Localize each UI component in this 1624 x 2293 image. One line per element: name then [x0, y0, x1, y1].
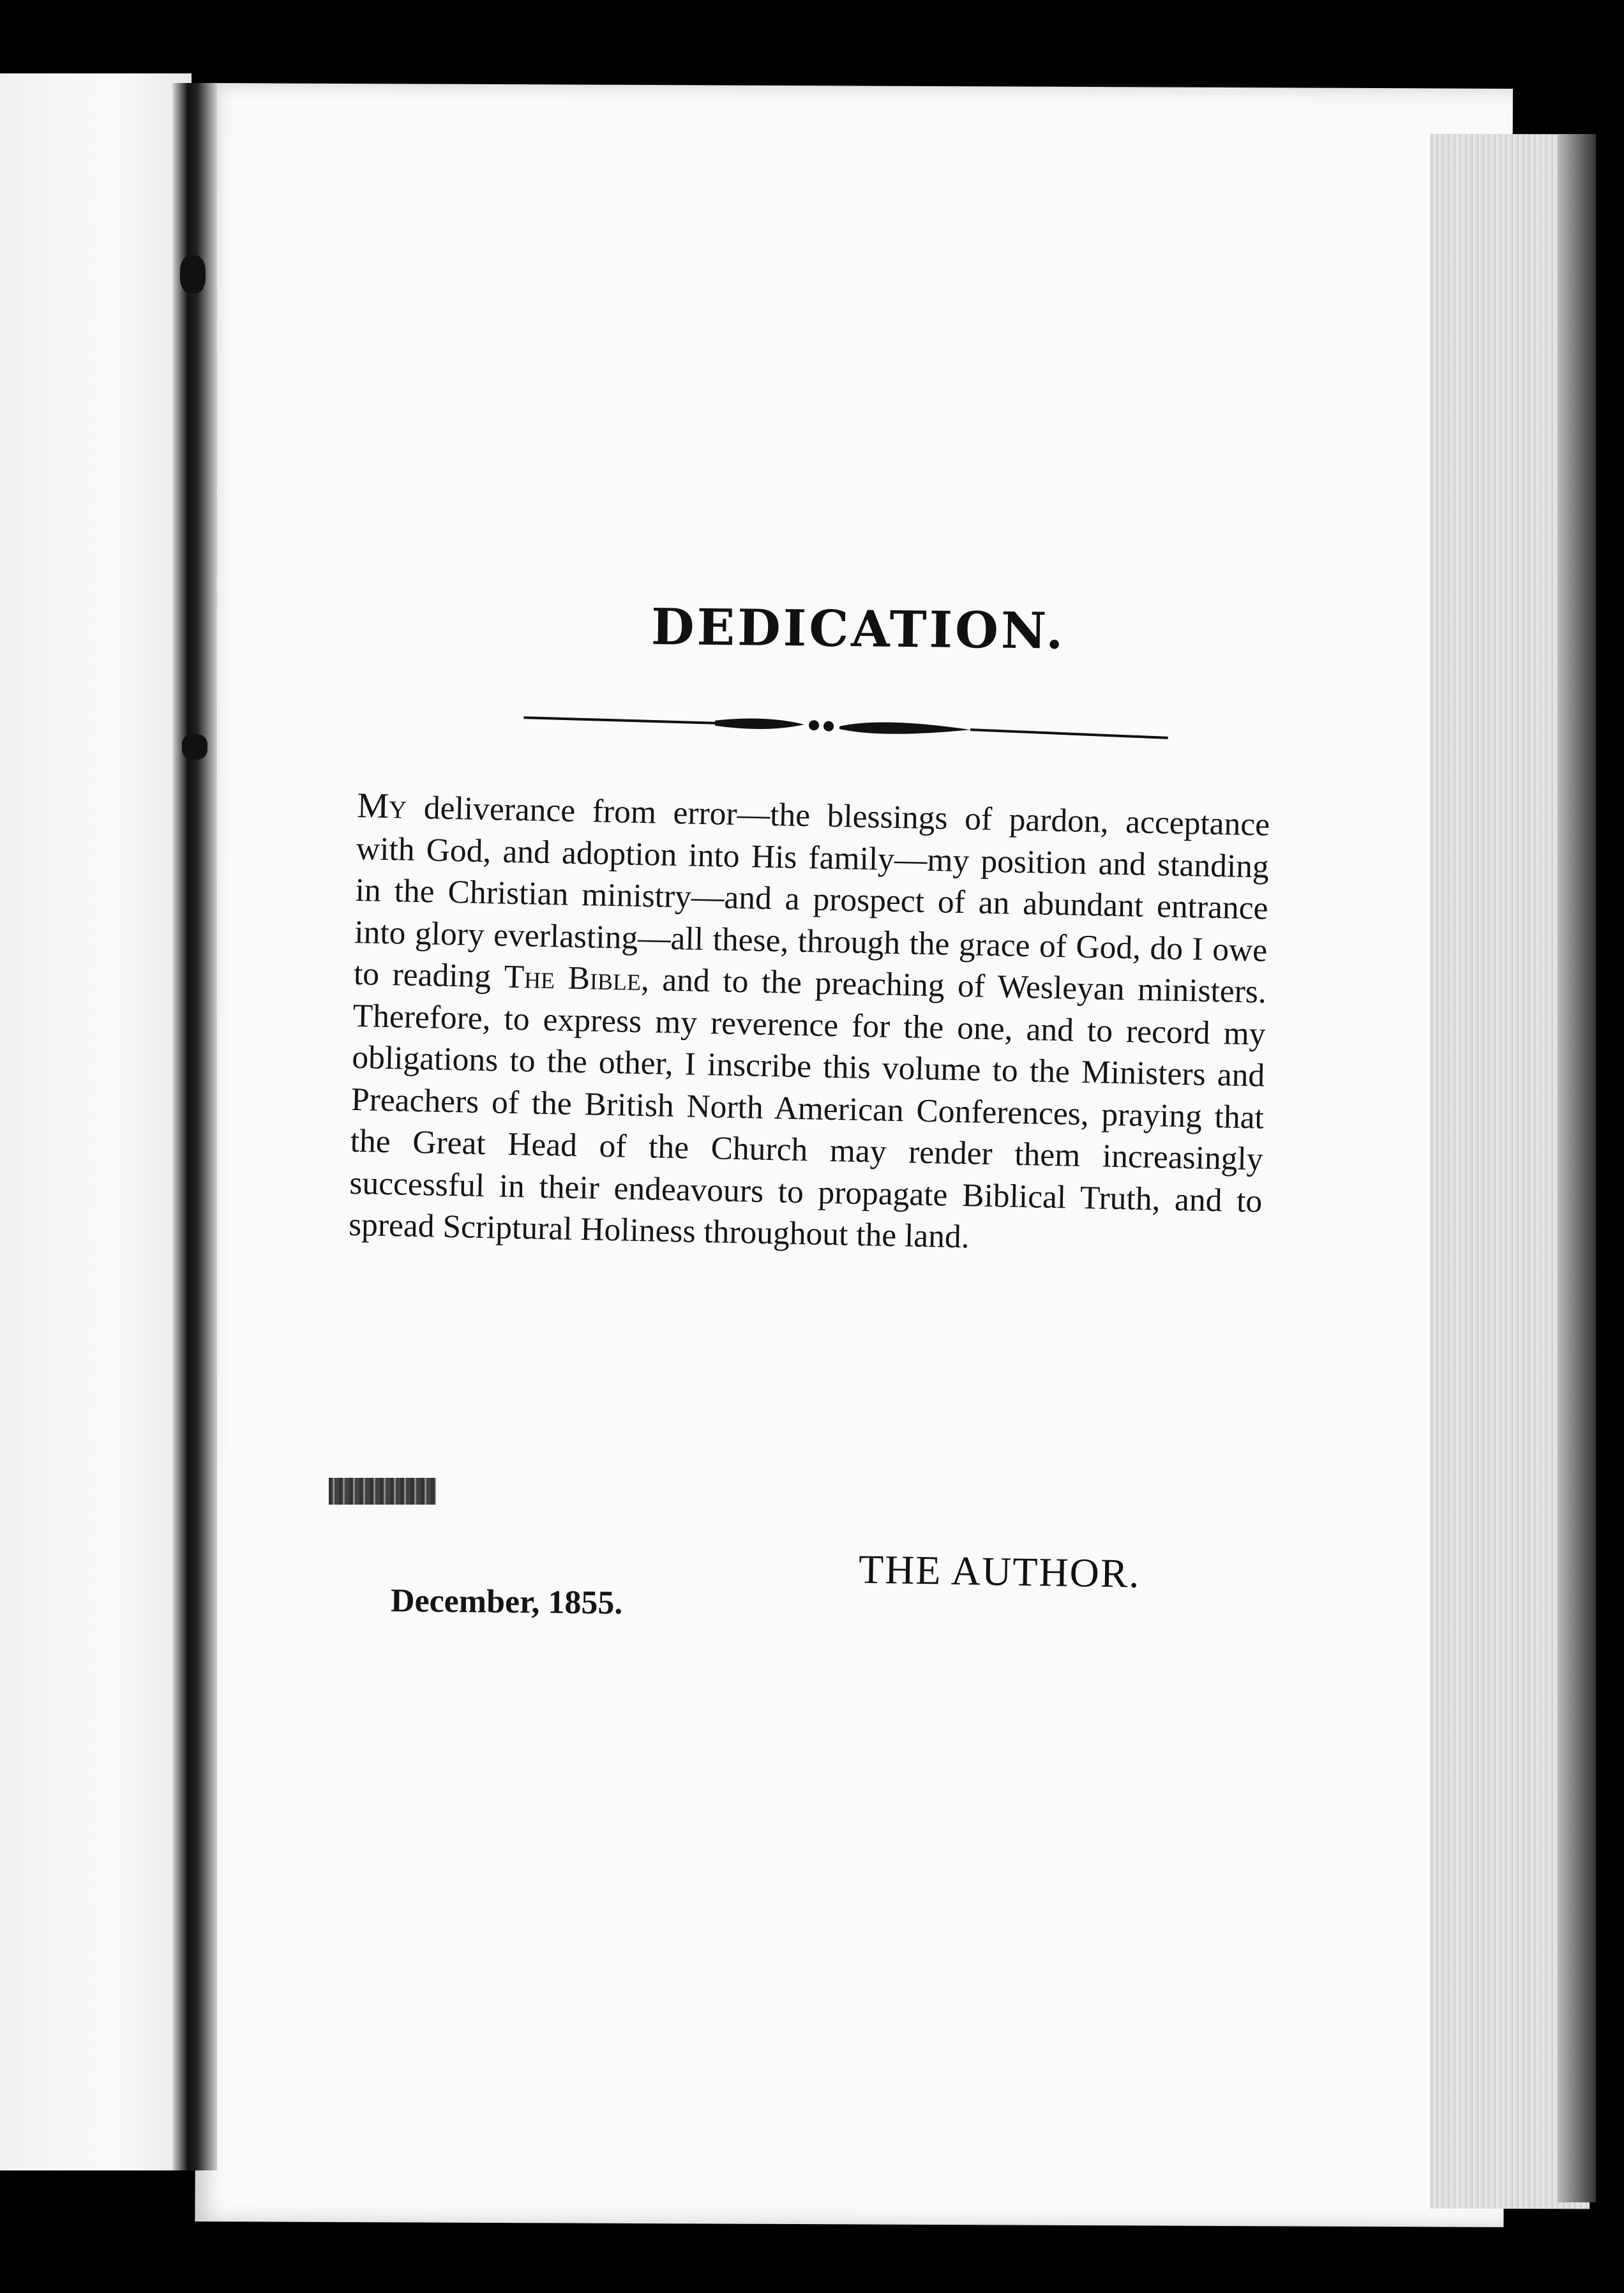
dedication-bible-emphasis: The Bible: [504, 958, 642, 998]
dedication-title: DEDICATION.: [650, 598, 1066, 661]
dedication-text-part-2: , and to the preaching of Wesleyan ministers. Therefore, to express my reverence for the one, and to record my obligations to the other, I inscribe this volume to the Ministers and Preachers of the British North American Conferences, praying that the Great Head of the Church may render them increasingly successful in their endeavours to propagate Biblical Truth, and to spread Scriptural Holiness throughout the land.: [348, 961, 1267, 1256]
ornamental-rule: [523, 703, 1169, 752]
ink-smudge: [329, 1478, 436, 1505]
dedication-text: [349, 785, 1270, 1264]
dedication-lead-word: My: [356, 785, 407, 827]
author-signature: THE AUTHOR.: [858, 1546, 1141, 1597]
dedication-date: December, 1855.: [390, 1583, 623, 1621]
dedication-text-part-1: deliverance from error—the blessings of pardon, acceptance with God, and adoption into His family—my position and standing in the Christian ministry—and a prospect of an abundant entrance into glory everlasting—all these, through the grace of God, do I owe to reading: [353, 789, 1270, 995]
